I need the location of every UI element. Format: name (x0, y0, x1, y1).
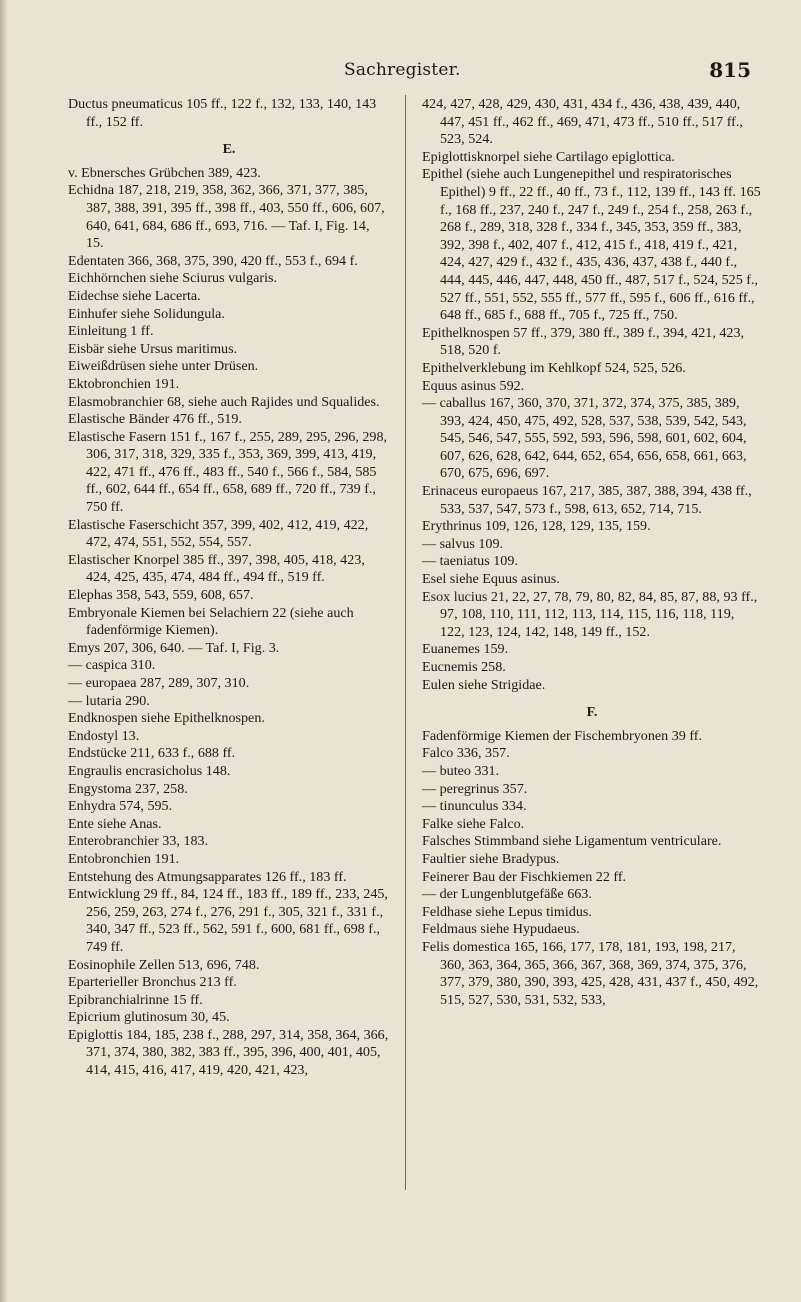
index-entry: Falco 336, 357. (422, 745, 510, 762)
index-entry: Epithelknospen 57 ff., 379, 380 ff., 389 f., 394, 421, 423, 518, 520 f. (422, 324, 745, 359)
index-entry: — salvus 109. (422, 535, 504, 552)
index-entry: Elastische Bänder 476 ff., 519. (68, 411, 242, 428)
index-entry: — tinunculus 334. (422, 798, 527, 815)
index-entry: Esel siehe Equus asinus. (422, 571, 560, 588)
index-letter-heading: F. (586, 705, 598, 721)
page-number: 815 (709, 58, 751, 82)
index-entry: Engraulis encrasicholus 148. (68, 762, 231, 779)
index-entry: — caballus 167, 360, 370, 371, 372, 374, 375, 385, 389, 393, 424, 450, 475, 492, 528, 537, 538, 539, 542, 543, 545, 546, 547, 555, 592, 593, 596, 598, 601, 602, 604, 607, 626, 628, 642, 644, 652, 654, 656, 658, 661, 663, 670, 675, 696, 697. (422, 395, 747, 482)
index-entry: Elastische Faserschicht 357, 399, 402, 412, 419, 422, 472, 474, 551, 552, 554, 557. (68, 516, 369, 551)
index-entry: Eulen siehe Strigidae. (422, 676, 546, 693)
index-entry: Euanemes 159. (422, 641, 509, 658)
index-entry: — lutaria 290. (68, 692, 150, 709)
column-divider (405, 95, 406, 1190)
index-entry: v. Ebnersches Grübchen 389, 423. (68, 164, 261, 181)
index-entry: — buteo 331. (422, 762, 500, 779)
index-entry: Esox lucius 21, 22, 27, 78, 79, 80, 82, 84, 85, 87, 88, 93 ff., 97, 108, 110, 111, 112, 113, 114, 115, 116, 118, 119, 122, 123, 124, 142, 148, 149 ff., 152. (422, 588, 758, 640)
index-column-left (68, 96, 390, 1080)
index-entry: — der Lungenblutgefäße 663. (422, 886, 592, 903)
index-entry: Fadenförmige Kiemen der Fischembryonen 39 ff. (422, 727, 702, 744)
index-entry: Epibranchialrinne 15 ff. (68, 991, 203, 1008)
index-entry: Epithelverklebung im Kehlkopf 524, 525, 526. (422, 359, 686, 376)
index-entry: Falsches Stimmband siehe Ligamentum ventriculare. (422, 833, 722, 850)
index-entry: Elephas 358, 543, 559, 608, 657. (68, 587, 254, 604)
index-entry: Feldmaus siehe Hypudaeus. (422, 921, 580, 938)
index-entry: Einleitung 1 ff. (68, 323, 154, 340)
index-entry: — caspica 310. (68, 657, 156, 674)
index-entry: Eichhörnchen siehe Sciurus vulgaris. (68, 270, 278, 287)
running-title: Sachregister. (344, 60, 461, 80)
index-entry: — europaea 287, 289, 307, 310. (68, 675, 250, 691)
index-entry: Eosinophile Zellen 513, 696, 748. (68, 956, 260, 973)
index-entry: Epicrium glutinosum 30, 45. (68, 1009, 230, 1026)
index-entry: Enterobranchier 33, 183. (68, 833, 209, 850)
index-entry: Eparterieller Bronchus 213 ff. (68, 974, 237, 991)
index-entry: Einhufer siehe Solidungula. (68, 305, 225, 322)
index-entry: Emys 207, 306, 640. — Taf. I, Fig. 3. (68, 639, 280, 656)
index-entry: Equus asinus 592. (422, 377, 525, 394)
page-header (66, 60, 761, 88)
index-entry: Feldhase siehe Lepus timidus. (422, 903, 592, 920)
index-entry: Erinaceus europaeus 167, 217, 385, 387, 388, 394, 438 ff., 533, 537, 547, 573 f., 598, 613, 652, 714, 715. (422, 483, 752, 517)
index-entry: Embryonale Kiemen bei Selachiern 22 (siehe auch fadenförmige Kiemen). (68, 604, 354, 639)
index-entry: Elasmobranchier 68, siehe auch Rajides und Squalides. (68, 393, 380, 410)
index-entry: Ductus pneumaticus 105 ff., 122 f., 132, 133, 140, 143 ff., 152 ff. (68, 96, 377, 130)
index-entry: Erythrinus 109, 126, 128, 129, 135, 159. (422, 518, 651, 535)
index-entry: Entstehung des Atmungsapparates 126 ff., 183 ff. (68, 868, 347, 885)
index-entry: Endostyl 13. (68, 727, 140, 744)
index-entry: — peregrinus 357. (422, 780, 528, 797)
index-entry: Ektobronchien 191. (68, 375, 180, 392)
page-edge-shadow (0, 0, 8, 1302)
index-entry: Felis domestica 165, 166, 177, 178, 181, 193, 198, 217, 360, 363, 364, 365, 366, 367, 368, 369, 374, 375, 376, 377, 379, 380, 390, 393, 425, 428, 431, 437 f., 450, 492, 515, 527, 530, 531, 532, 533, (422, 938, 759, 1008)
index-entry: Eidechse siehe Lacerta. (68, 287, 201, 304)
index-entry: Faultier siehe Bradypus. (422, 850, 560, 867)
index-entry: Eucnemis 258. (422, 659, 506, 675)
index-entry: Edentaten 366, 368, 375, 390, 420 ff., 553 f., 694 f. (68, 252, 358, 269)
index-entry: Enhydra 574, 595. (68, 798, 173, 815)
index-entry: Eisbär siehe Ursus maritimus. (68, 340, 238, 357)
index-entry: Entobronchien 191. (68, 850, 180, 867)
index-entry: Epiglottisknorpel siehe Cartilago epiglottica. (422, 148, 675, 165)
index-letter-heading: E. (222, 142, 236, 158)
index-entry: Elastische Fasern 151 f., 167 f., 255, 289, 295, 296, 298, 306, 317, 318, 329, 335 f., 353, 369, 399, 413, 419, 422, 471 ff., 476 ff., 483 ff., 540 f., 566 f., 584, 585 ff., 602, 644 ff., 654 ff., 658, 689 ff., 720 ff., 739 f., 750 ff. (68, 428, 388, 516)
index-entry: Feinerer Bau der Fischkiemen 22 ff. (422, 868, 627, 885)
index-entry: Epiglottis 184, 185, 238 f., 288, 297, 314, 358, 364, 366, 371, 374, 380, 382, 383 ff., 395, 396, 400, 401, 405, 414, 415, 416, 417, 419, 420, 421, 423, (68, 1026, 389, 1079)
index-entry: Epithel (siehe auch Lungenepithel und respiratorisches Epithel) 9 ff., 22 ff., 40 ff., 73 f., 112, 139 ff., 143 ff. 165 f., 168 ff., 237, 240 f., 247 f., 249 f., 254 f., 258, 263 f., 268 f., 289, 318, 328 f., 334 f., 345, 353, 359 ff., 383, 392, 398 f., 402, 407 f., 412, 415 f., 418, 419 f., 421, 424, 427, 429 f., 432 f., 435, 436, 437, 438 f., 440 f., 444, 445, 446, 447, 448, 450 ff., 487, 517 f., 524, 525 f., 527 ff., 551, 552, 555 ff., 577 ff., 595 f., 606 ff., 616 ff., 648 ff., 685 f., 688 ff., 705 f., 725 ff., 750. (422, 166, 761, 324)
index-entry: 424, 427, 428, 429, 430, 431, 434 f., 436, 438, 439, 440, 447, 451 ff., 462 ff., 469, 471, 473 ff., 510 ff., 517 ff., 523, 524. (422, 96, 743, 148)
index-entry: Echidna 187, 218, 219, 358, 362, 366, 371, 377, 385, 387, 388, 391, 395 ff., 398 ff., 403, 550 ff., 606, 607, 640, 641, 684, 686 ff., 693, 716. — Taf. I, Fig. 14, 15. (68, 182, 385, 252)
index-entry: — taeniatus 109. (422, 553, 518, 570)
index-entry: Eiweißdrüsen siehe unter Drüsen. (68, 358, 259, 375)
index-entry: Falke siehe Falco. (422, 815, 525, 832)
index-entry: Endstücke 211, 633 f., 688 ff. (68, 745, 236, 762)
index-entry: Elastischer Knorpel 385 ff., 397, 398, 405, 418, 423, 424, 425, 435, 474, 484 ff., 494 ff., 519 ff. (68, 551, 365, 586)
index-entry: Engystoma 237, 258. (68, 780, 188, 797)
index-entry: Endknospen siehe Epithelknospen. (68, 710, 265, 727)
index-entry: Entwicklung 29 ff., 84, 124 ff., 183 ff., 189 ff., 233, 245, 256, 259, 263, 274 f., 276, 291 f., 305, 321 f., 331 f., 340, 347 ff., 523 ff., 562, 591 f., 600, 681 ff., 698 f., 749 ff. (68, 886, 388, 955)
index-entry: Ente siehe Anas. (68, 815, 162, 832)
index-column-right (422, 96, 762, 1009)
